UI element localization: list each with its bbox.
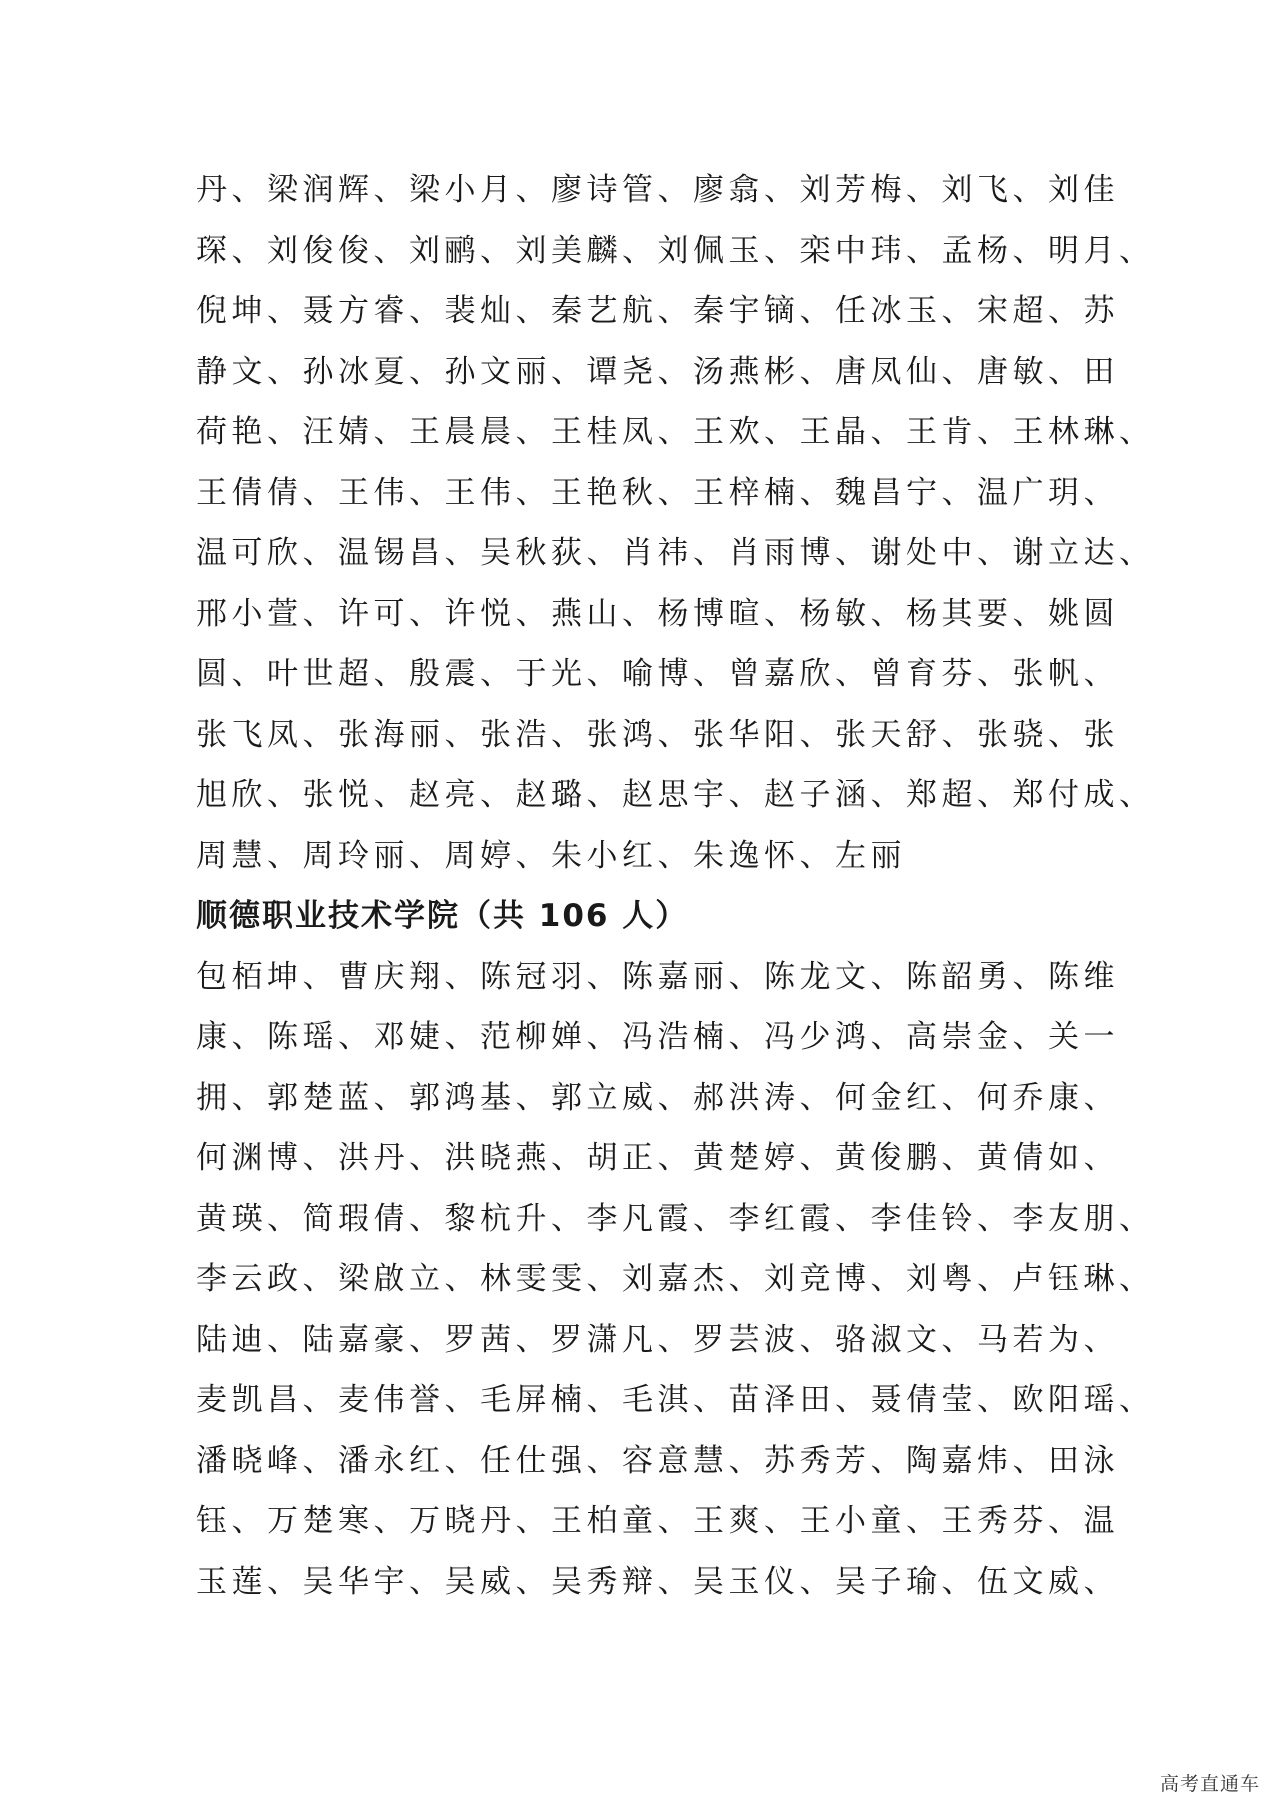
name-list-line: 麦凯昌、麦伟誉、毛屏楠、毛淇、苗泽田、聂倩莹、欧阳瑶、 — [196, 1382, 1155, 1418]
name-list-line: 康、陈瑶、邓婕、范柳婵、冯浩楠、冯少鸿、高崇金、关一 — [196, 1019, 1119, 1055]
name-list-line: 玉莲、吴华宇、吴威、吴秀辩、吴玉仪、吴子瑜、伍文威、 — [196, 1563, 1119, 1600]
name-list-content — [196, 160, 1155, 1612]
name-list-line: 周慧、周玲丽、周婷、朱小红、朱逸怀、左丽 — [196, 837, 906, 874]
name-list-line: 琛、刘俊俊、刘鹂、刘美麟、刘佩玉、栾中玮、孟杨、明月、 — [196, 232, 1155, 269]
name-list-line: 丹、梁润辉、梁小月、廖诗管、廖翕、刘芳梅、刘飞、刘佳 — [196, 172, 1119, 208]
name-list-line: 钰、万楚寒、万晓丹、王柏童、王爽、王小童、王秀芬、温 — [196, 1503, 1119, 1539]
name-list-line: 陆迪、陆嘉豪、罗茜、罗潇凡、罗芸波、骆淑文、马若为、 — [196, 1321, 1119, 1358]
name-list-line: 何渊博、洪丹、洪晓燕、胡正、黄楚婷、黄俊鹏、黄倩如、 — [196, 1140, 1119, 1176]
name-list-line: 张飞凤、张海丽、张浩、张鸿、张华阳、张天舒、张骁、张 — [196, 716, 1119, 753]
name-list-line: 包栢坤、曹庆翔、陈冠羽、陈嘉丽、陈龙文、陈韶勇、陈维 — [196, 958, 1119, 995]
section-heading-shunde: 顺德职业技术学院（共 106 人） — [196, 898, 689, 934]
name-list-line: 温可欣、温锡昌、吴秋荻、肖祎、肖雨博、谢处中、谢立达、 — [196, 535, 1155, 571]
name-list-line: 倪坤、聂方睿、裴灿、秦艺航、秦宇镝、任冰玉、宋超、苏 — [196, 293, 1119, 329]
watermark-text: 高考直通车 — [1159, 1773, 1260, 1795]
name-list-line: 李云政、梁啟立、林雯雯、刘嘉杰、刘竞博、刘粤、卢钰琳、 — [196, 1261, 1155, 1297]
name-list-line: 拥、郭楚蓝、郭鸿基、郭立威、郝洪涛、何金红、何乔康、 — [196, 1079, 1119, 1116]
name-list-line: 圆、叶世超、殷震、于光、喻博、曾嘉欣、曾育芬、张帆、 — [196, 656, 1119, 692]
name-list-line: 荷艳、汪婧、王晨晨、王桂凤、王欢、王晶、王肯、王林琳、 — [196, 414, 1155, 450]
name-list-line: 黄瑛、简瑕倩、黎杭升、李凡霞、李红霞、李佳铃、李友朋、 — [196, 1200, 1155, 1237]
name-list-line: 邢小萱、许可、许悦、燕山、杨博暄、杨敏、杨其要、姚圆 — [196, 595, 1119, 632]
name-list-line: 王倩倩、王伟、王伟、王艳秋、王梓楠、魏昌宁、温广玥、 — [196, 474, 1119, 511]
name-list-line: 潘晓峰、潘永红、任仕强、容意慧、苏秀芳、陶嘉炜、田泳 — [196, 1442, 1119, 1479]
name-list-line: 静文、孙冰夏、孙文丽、谭尧、汤燕彬、唐凤仙、唐敏、田 — [196, 353, 1119, 390]
name-list-line: 旭欣、张悦、赵亮、赵璐、赵思宇、赵子涵、郑超、郑付成、 — [196, 777, 1155, 813]
